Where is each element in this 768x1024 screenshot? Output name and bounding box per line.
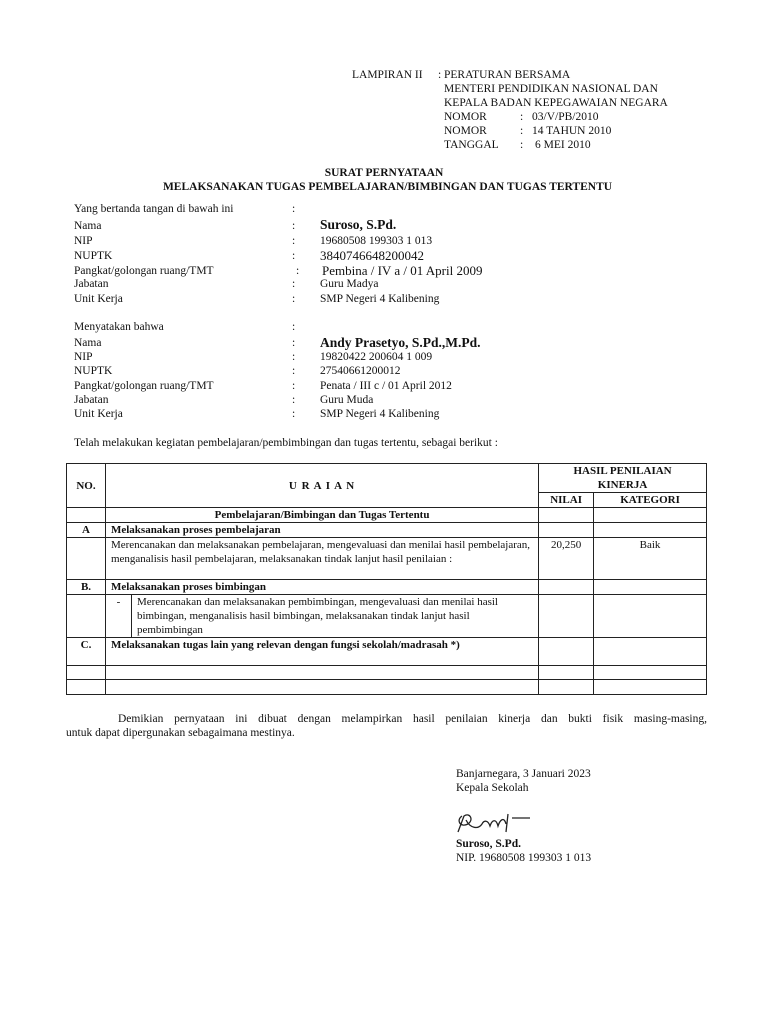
assessment-table xyxy=(66,463,707,695)
field-label: NIP xyxy=(74,235,93,247)
subject-intro: Menyatakan bahwa xyxy=(74,321,164,333)
header-line: KEPALA BADAN KEPEGAWAIAN NEGARA xyxy=(444,97,668,109)
field-label: NIP xyxy=(74,351,93,363)
section-b-description: Merencanakan dan melaksanakan pembimbingan, mengevaluasi dan menilai hasil bimbingan, menganalisis hasil bimbingan, melaksanakan tindak lanjut hasil pembimbingan xyxy=(131,595,538,638)
table-cell xyxy=(67,508,106,523)
section-a-kategori: Baik xyxy=(594,538,707,580)
subject-nip: 19820422 200604 1 009 xyxy=(320,351,433,363)
field-label: Jabatan xyxy=(74,394,109,406)
col-hasil-header: HASIL PENILAIAN KINERJA xyxy=(539,464,707,493)
subject-jabatan: Guru Muda xyxy=(320,394,374,406)
table-cell xyxy=(539,508,594,523)
section-c-number: C. xyxy=(67,638,106,666)
table-cell xyxy=(539,523,594,538)
table-cell xyxy=(594,680,707,695)
table-cell xyxy=(594,666,707,680)
colon: : xyxy=(520,125,524,137)
colon: : xyxy=(292,394,296,406)
table-cell xyxy=(67,538,106,580)
field-label: Pangkat/golongan ruang/TMT xyxy=(74,265,214,277)
ref-value: 14 TAHUN 2010 xyxy=(532,125,612,137)
field-label: NUPTK xyxy=(74,250,113,262)
field-label: Pangkat/golongan ruang/TMT xyxy=(74,380,214,392)
header-line: MENTERI PENDIDIKAN NASIONAL DAN xyxy=(444,83,658,95)
handwritten-signature xyxy=(448,806,538,838)
ref-value: 6 MEI 2010 xyxy=(535,139,591,151)
section-c-title: Melaksanakan tugas lain yang relevan dengan fungsi sekolah/madrasah *) xyxy=(105,638,538,666)
table-cell xyxy=(594,595,707,638)
table-cell xyxy=(67,595,106,638)
subject-name: Andy Prasetyo, S.Pd.,M.Pd. xyxy=(320,335,481,350)
table-cell xyxy=(67,666,106,680)
signer-intro: Yang bertanda tangan di bawah ini xyxy=(74,203,234,215)
field-label: Unit Kerja xyxy=(74,408,123,420)
signature-name: Suroso, S.Pd. xyxy=(456,838,521,850)
colon: : xyxy=(520,139,524,151)
colon: : xyxy=(292,321,296,333)
table-cell xyxy=(594,523,707,538)
section-b-dash: - xyxy=(105,595,131,638)
colon: : xyxy=(292,220,296,232)
ref-label: NOMOR xyxy=(444,125,487,137)
signer-role: Kepala Sekolah xyxy=(456,782,529,794)
col-kategori-header: KATEGORI xyxy=(594,493,707,508)
table-cell xyxy=(539,680,594,695)
colon: : xyxy=(292,380,296,392)
subject-unit: SMP Negeri 4 Kalibening xyxy=(320,408,440,420)
colon: : xyxy=(292,203,296,215)
table-subheader: Pembelajaran/Bimbingan dan Tugas Tertentu xyxy=(105,508,538,523)
table-cell xyxy=(105,666,538,680)
table-cell xyxy=(539,580,594,595)
section-a-title: Melaksanakan proses pembelajaran xyxy=(105,523,538,538)
field-label: Nama xyxy=(74,337,102,349)
colon: : xyxy=(296,265,300,277)
title-line-2: MELAKSANAKAN TUGAS PEMBELAJARAN/BIMBINGAN DAN TUGAS TERTENTU xyxy=(162,181,613,193)
section-b-title: Melaksanakan proses bimbingan xyxy=(105,580,538,595)
field-label: Jabatan xyxy=(74,278,109,290)
signer-name: Suroso, S.Pd. xyxy=(320,217,397,232)
table-cell xyxy=(105,680,538,695)
place-date: Banjarnegara, 3 Januari 2023 xyxy=(456,768,591,780)
table-cell xyxy=(539,666,594,680)
section-a-description: Merencanakan dan melaksanakan pembelajaran, mengevaluasi dan menilai hasil pembelajaran, menganalisis hasil pembelajaran, melaksanakan tindak lanjut hasil penilaian : xyxy=(105,538,538,580)
signer-nip: 19680508 199303 1 013 xyxy=(320,235,433,247)
closing-line-1: Demikian pernyataan ini dibuat dengan melampirkan hasil penilaian kinerja dan bukti fisik masing-masing, xyxy=(118,713,707,725)
colon: : xyxy=(292,235,296,247)
lampiran-label: LAMPIRAN II xyxy=(352,69,423,81)
subject-pangkat: Penata / III c / 01 April 2012 xyxy=(320,380,452,392)
colon: : xyxy=(292,351,296,363)
table-intro: Telah melakukan kegiatan pembelajaran/pembimbingan dan tugas tertentu, sebagai berikut : xyxy=(74,437,498,449)
field-label: Unit Kerja xyxy=(74,293,123,305)
table-cell xyxy=(539,638,594,666)
field-label: Nama xyxy=(74,220,102,232)
signer-nuptk: 3840746648200042 xyxy=(320,248,424,263)
table-cell xyxy=(594,638,707,666)
closing-line-2: untuk dapat dipergunakan sebagaimana mestinya. xyxy=(66,727,295,739)
header-line: PERATURAN BERSAMA xyxy=(444,69,571,81)
ref-label: NOMOR xyxy=(444,111,487,123)
colon: : xyxy=(292,293,296,305)
table-cell xyxy=(539,595,594,638)
table-cell xyxy=(594,580,707,595)
section-a-nilai: 20,250 xyxy=(539,538,594,580)
signer-unit: SMP Negeri 4 Kalibening xyxy=(320,293,440,305)
col-nilai-header: NILAI xyxy=(539,493,594,508)
subject-nuptk: 27540661200012 xyxy=(320,365,401,377)
ref-label: TANGGAL xyxy=(444,139,499,151)
colon: : xyxy=(292,365,296,377)
table-cell xyxy=(594,508,707,523)
colon: : xyxy=(292,278,296,290)
ref-value: 03/V/PB/2010 xyxy=(532,111,599,123)
signer-jabatan: Guru Madya xyxy=(320,278,379,290)
col-uraian-header: U R A I A N xyxy=(105,464,538,508)
section-a-number: A xyxy=(67,523,106,538)
colon: : xyxy=(292,337,296,349)
colon: : xyxy=(438,69,442,81)
colon: : xyxy=(292,250,296,262)
col-no-header: NO. xyxy=(67,464,106,508)
title-line-1: SURAT PERNYATAAN xyxy=(324,167,444,179)
field-label: NUPTK xyxy=(74,365,113,377)
signer-pangkat: Pembina / IV a / 01 April 2009 xyxy=(322,263,483,278)
colon: : xyxy=(520,111,524,123)
section-b-number: B. xyxy=(67,580,106,595)
colon: : xyxy=(292,408,296,420)
table-cell xyxy=(67,680,106,695)
signature-nip: NIP. 19680508 199303 1 013 xyxy=(456,852,592,864)
